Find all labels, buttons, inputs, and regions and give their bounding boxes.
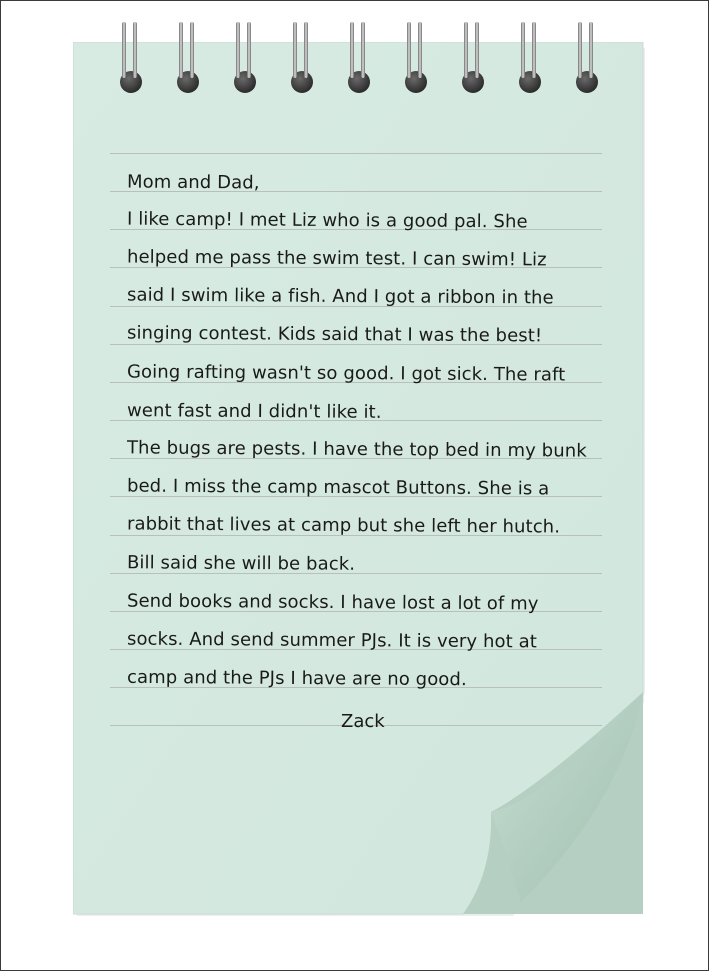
- letter-line: said I swim like a fish. And I got a ribbon in the: [126, 284, 554, 309]
- letter-line: The bugs are pests. I have the top bed in my bunk: [126, 437, 587, 462]
- letter-line: went fast and I didn't like it.: [126, 400, 382, 423]
- letter-line: Send books and socks. I have lost a lot of my: [126, 590, 539, 615]
- letter-greeting: Mom and Dad,: [126, 171, 260, 194]
- letter-line: Going rafting wasn't so good. I got sick. The raft: [126, 361, 566, 386]
- letter-line: I like camp! I met Liz who is a good pal. She: [126, 208, 528, 233]
- ruled-line: [110, 153, 602, 154]
- letter-line: singing contest. Kids said that I was the best!: [126, 322, 543, 347]
- letter-line: Bill said she will be back.: [126, 552, 356, 575]
- spiral-binding-icon: [0, 0, 709, 120]
- letter-line: camp and the PJs I have are no good.: [126, 666, 467, 691]
- letter-line: rabbit that lives at camp but she left her hutch.: [126, 513, 561, 538]
- letter-signature: Zack: [341, 711, 385, 732]
- letter-line: bed. I miss the camp mascot Buttons. She is a: [126, 475, 550, 500]
- letter-line: socks. And send summer PJs. It is very hot at: [126, 628, 537, 653]
- letter-line: helped me pass the swim test. I can swim! Liz: [126, 246, 547, 271]
